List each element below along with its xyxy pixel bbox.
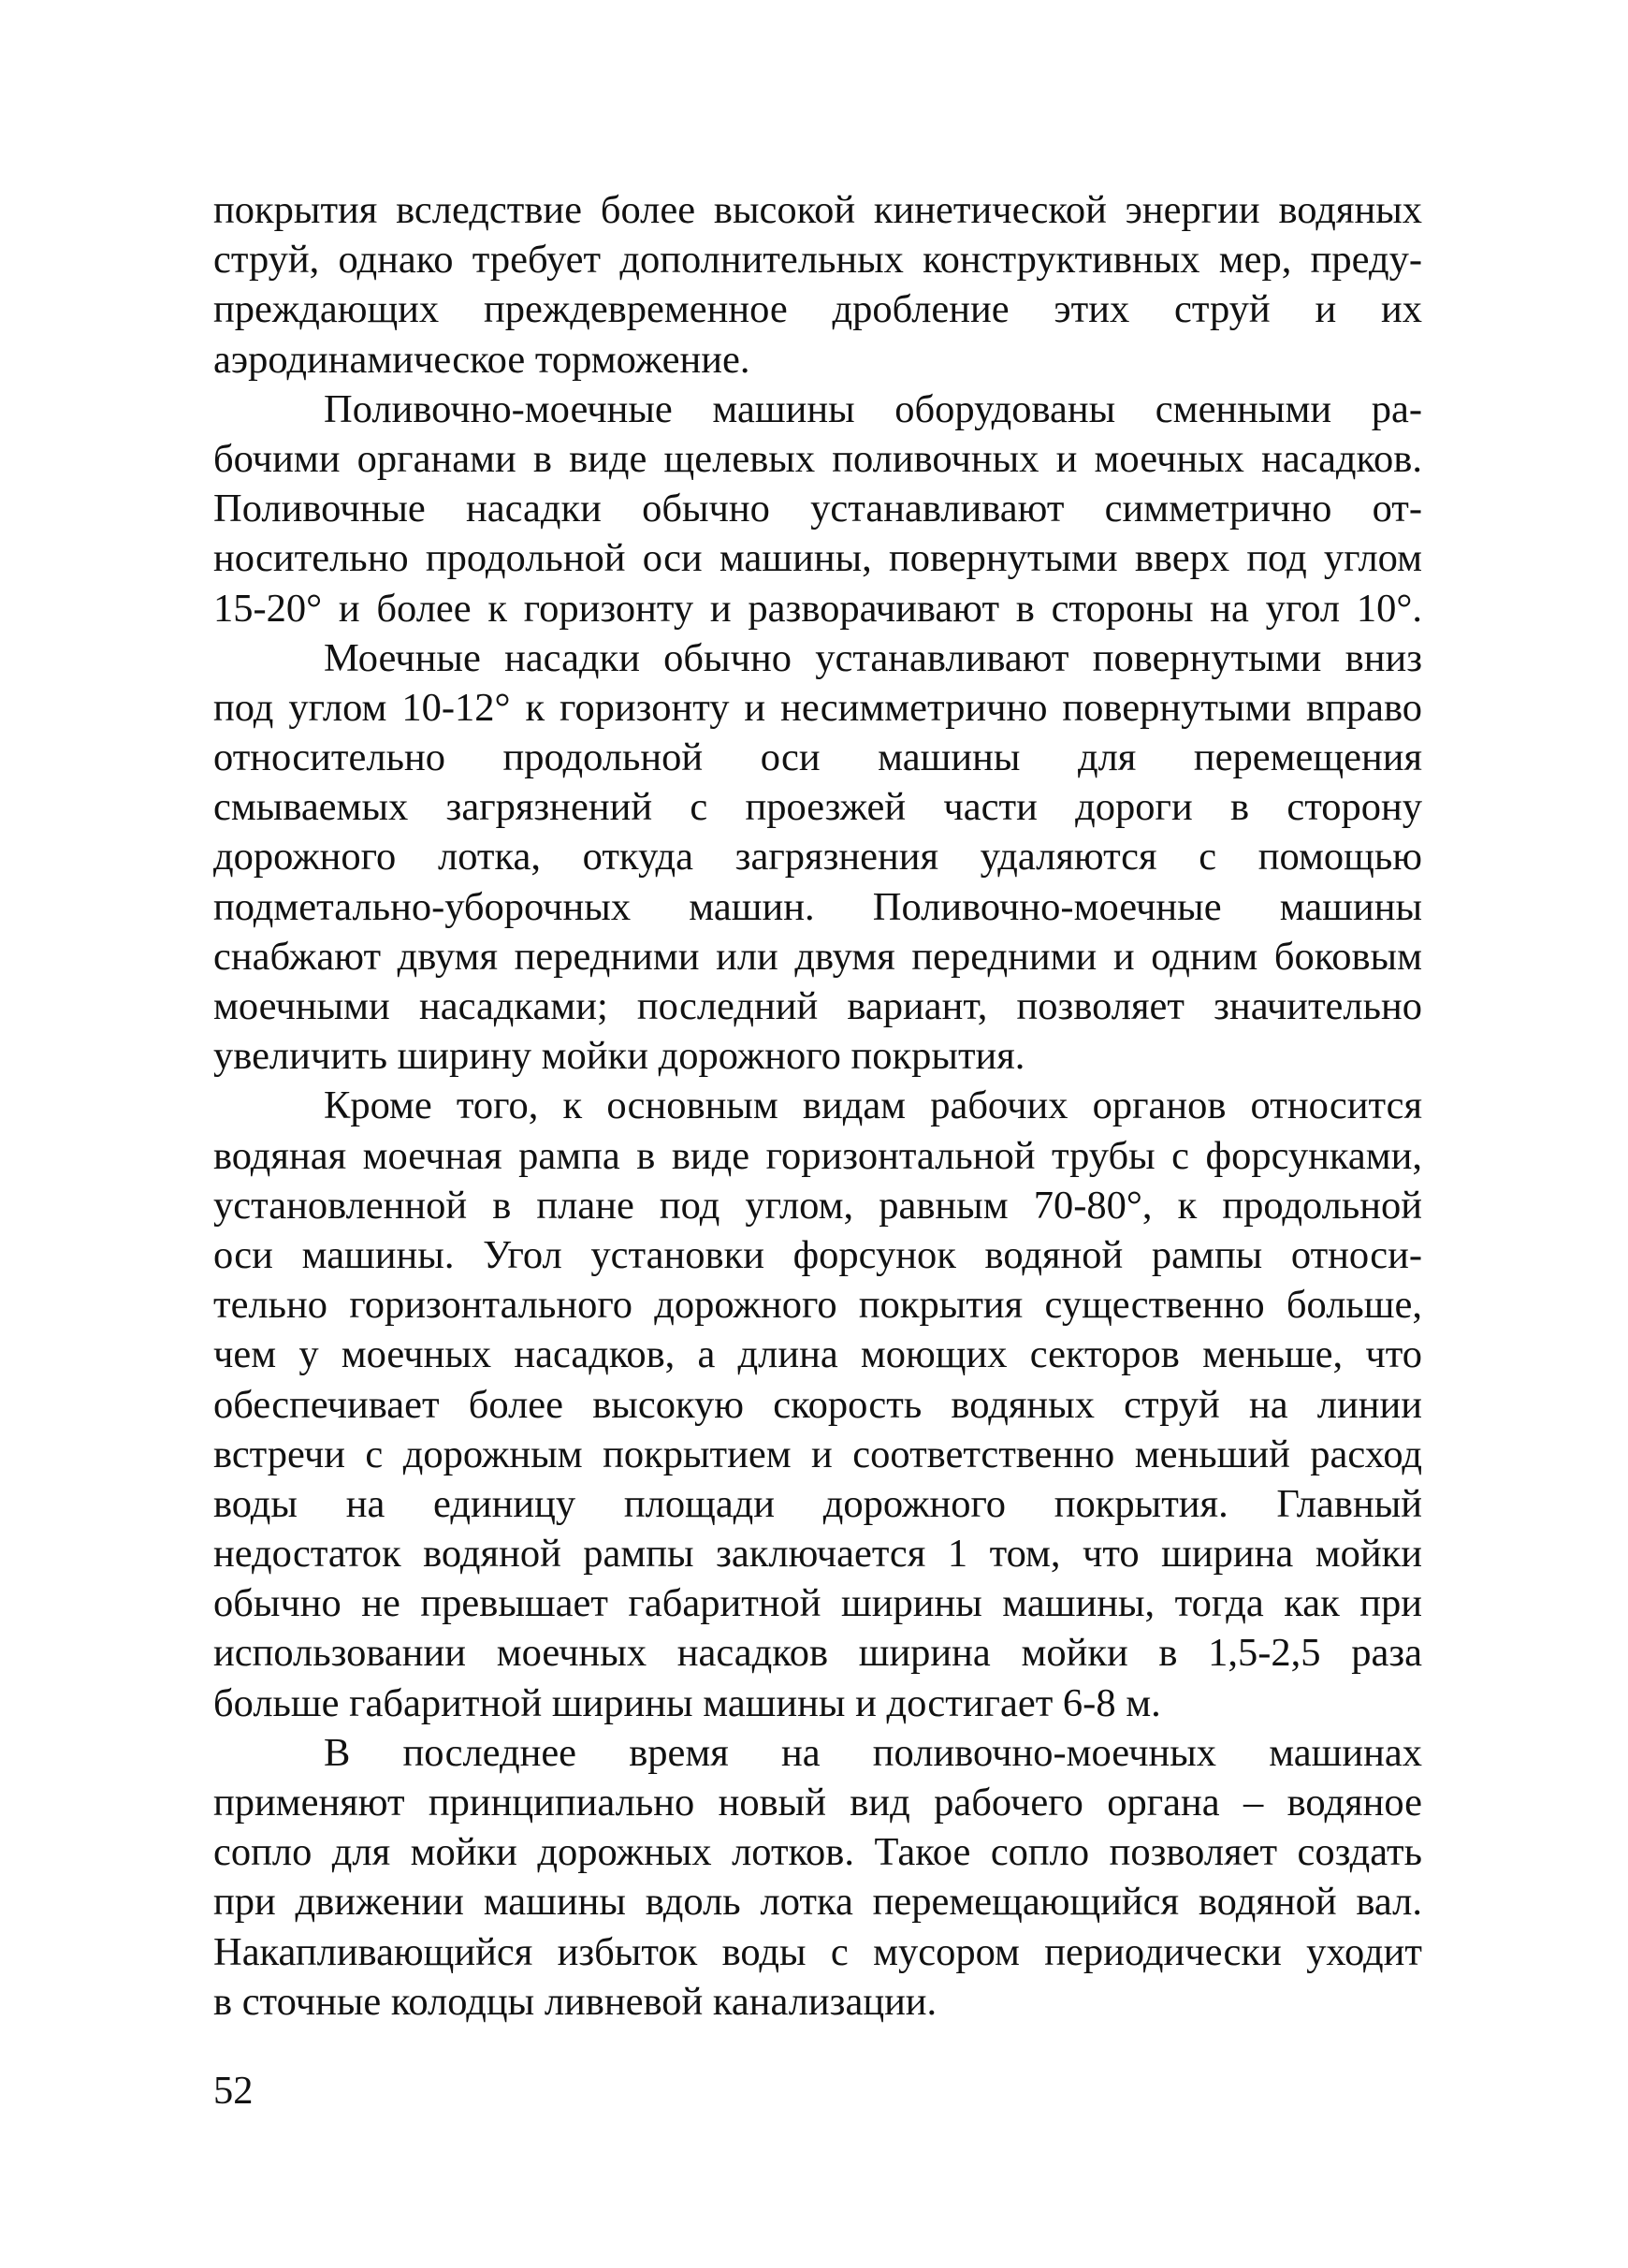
text-line: больше габаритной ширины машины и достигает 6-8 м. <box>213 1680 1161 1725</box>
text-line: встречи с дорожным покрытием и соответственно меньший расход <box>213 1432 1422 1476</box>
text-line: аэродинамическое торможение. <box>213 337 750 382</box>
text-line: относительно продольной оси машины для перемещения <box>213 735 1422 780</box>
text-line: снабжают двумя передними или двумя передними и одним боковым <box>213 934 1422 979</box>
text-line: обычно не превышает габаритной ширины машины, тогда как при <box>213 1581 1422 1626</box>
text-line: сопло для мойки дорожных лотков. Такое сопло позволяет создать <box>213 1830 1422 1875</box>
text-line: моечными насадками; последний вариант, позволяет значительно <box>213 984 1422 1028</box>
text-line: преждающих преждевременное дробление этих струй и их <box>213 287 1422 332</box>
text-line: дорожного лотка, откуда загрязнения удаляются с помощью <box>213 835 1422 880</box>
text-line: обеспечивает более высокую скорость водяных струй на линии <box>213 1382 1422 1427</box>
text-line: при движении машины вдоль лотка перемещающийся водяной вал. <box>213 1880 1422 1925</box>
text-line: покрытия вследствие более высокой кинетической энергии водяных <box>213 188 1422 232</box>
text-line: под углом 10-12° к горизонту и несимметрично повернутыми вправо <box>213 685 1422 730</box>
text-line: бочими органами в виде щелевых поливочных и моечных насадков. <box>213 436 1422 481</box>
text-line: подметально-уборочных машин. Поливочно-моечные машины <box>213 884 1422 929</box>
text-line: Поливочные насадки обычно устанавливают симметрично от- <box>213 487 1422 531</box>
body-text <box>213 185 1422 2027</box>
text-line: воды на единицу площади дорожного покрытия. Главный <box>213 1481 1422 1526</box>
text-line: использовании моечных насадков ширина мойки в 1,5-2,5 раза <box>213 1631 1422 1676</box>
text-line: водяная моечная рампа в виде горизонтальной трубы с форсунками, <box>213 1133 1422 1178</box>
text-line: Накапливающийся избыток воды с мусором периодически уходит <box>213 1929 1422 1974</box>
text-line: 15-20° и более к горизонту и разворачивают в стороны на угол 10°. <box>213 586 1422 631</box>
paragraph-4 <box>213 1081 1422 1727</box>
text-line: Поливочно-моечные машины оборудованы сменными ра- <box>324 386 1422 431</box>
text-line: применяют принципиально новый вид рабочего органа – водяное <box>213 1781 1422 1825</box>
paragraph-5 <box>213 1728 1422 2027</box>
text-line: тельно горизонтального дорожного покрытия существенно больше, <box>213 1283 1422 1328</box>
page-number: 52 <box>213 2069 254 2113</box>
text-line: струй, однако требует дополнительных конструктивных мер, преду- <box>213 238 1422 283</box>
text-line: носительно продольной оси машины, повернутыми вверх под углом <box>213 536 1422 581</box>
text-line: чем у моечных насадков, а длина моющих секторов меньше, что <box>213 1332 1422 1377</box>
paragraph-1 <box>213 185 1422 385</box>
text-line: оси машины. Угол установки форсунок водяной рампы относи- <box>213 1232 1422 1277</box>
text-line: увеличить ширину мойки дорожного покрытия. <box>213 1034 1025 1079</box>
text-line: смываемых загрязнений с проезжей части дороги в сторону <box>213 785 1422 830</box>
paragraph-3 <box>213 633 1422 1082</box>
text-line: установленной в плане под углом, равным 70-80°, к продольной <box>213 1183 1422 1228</box>
text-line: Кроме того, к основным видам рабочих органов относится <box>324 1083 1422 1128</box>
text-line: недостаток водяной рампы заключается 1 том, что ширина мойки <box>213 1532 1422 1577</box>
paragraph-2 <box>213 385 1422 633</box>
text-line: Моечные насадки обычно устанавливают повернутыми вниз <box>324 635 1422 680</box>
text-line: В последнее время на поливочно-моечных машинах <box>324 1730 1422 1775</box>
text-line: в сточные колодцы ливневой канализации. <box>213 1979 938 2024</box>
